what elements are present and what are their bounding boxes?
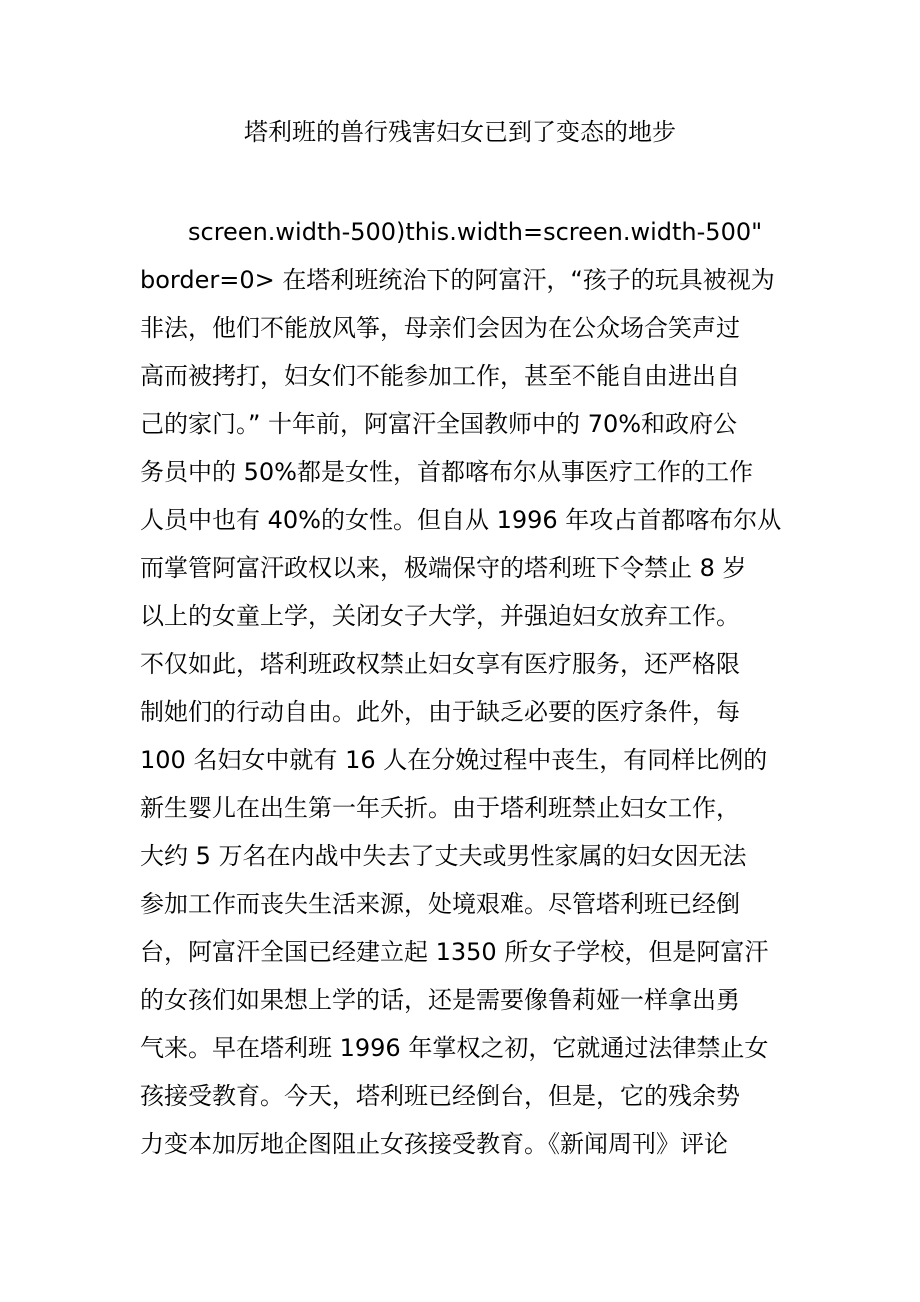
body-line: 高而被拷打，妇女们不能参加工作，甚至不能自由进出自	[140, 362, 740, 390]
body-line: screen.width-500)this.width=screen.width-500"	[188, 218, 763, 246]
body-line: 孩接受教育。今天，塔利班已经倒台，但是，它的残余势	[140, 1082, 740, 1110]
body-line: 人员中也有 40%的女性。但自从 1996 年攻占首都喀布尔从	[140, 506, 782, 534]
body-line: 参加工作而丧失生活来源，处境艰难。尽管塔利班已经倒	[140, 890, 740, 918]
body-line: 大约 5 万名在内战中失去了丈夫或男性家属的妇女因无法	[140, 842, 747, 870]
body-line: 气来。早在塔利班 1996 年掌权之初，它就通过法律禁止女	[140, 1034, 769, 1062]
body-line: 台，阿富汗全国已经建立起 1350 所女子学校，但是阿富汗	[140, 938, 769, 966]
body-line: 100 名妇女中就有 16 人在分娩过程中丧生，有同样比例的	[140, 746, 768, 774]
body-line: 非法，他们不能放风筝，母亲们会因为在公众场合笑声过	[140, 314, 740, 342]
body-line: border=0> 在塔利班统治下的阿富汗，“孩子的玩具被视为	[140, 266, 775, 294]
body-line: 的女孩们如果想上学的话，还是需要像鲁莉娅一样拿出勇	[140, 986, 740, 1014]
body-line: 己的家门。” 十年前，阿富汗全国教师中的 70%和政府公	[140, 410, 738, 438]
body-line: 务员中的 50%都是女性，首都喀布尔从事医疗工作的工作	[140, 458, 753, 486]
body-line: 制她们的行动自由。此外，由于缺乏必要的医疗条件，每	[140, 698, 740, 726]
body-line: 以上的女童上学，关闭女子大学，并强迫妇女放弃工作。	[140, 602, 740, 630]
body-line: 力变本加厉地企图阻止女孩接受教育。《新闻周刊》评论	[140, 1130, 728, 1158]
body-line: 而掌管阿富汗政权以来，极端保守的塔利班下令禁止 8 岁	[140, 554, 747, 582]
document-title: 塔利班的兽行残害妇女已到了变态的地步	[244, 118, 676, 146]
body-line: 不仅如此，塔利班政权禁止妇女享有医疗服务，还严格限	[140, 650, 740, 678]
body-paragraph	[140, 208, 785, 1168]
body-line: 新生婴儿在出生第一年夭折。由于塔利班禁止妇女工作，	[140, 794, 740, 822]
